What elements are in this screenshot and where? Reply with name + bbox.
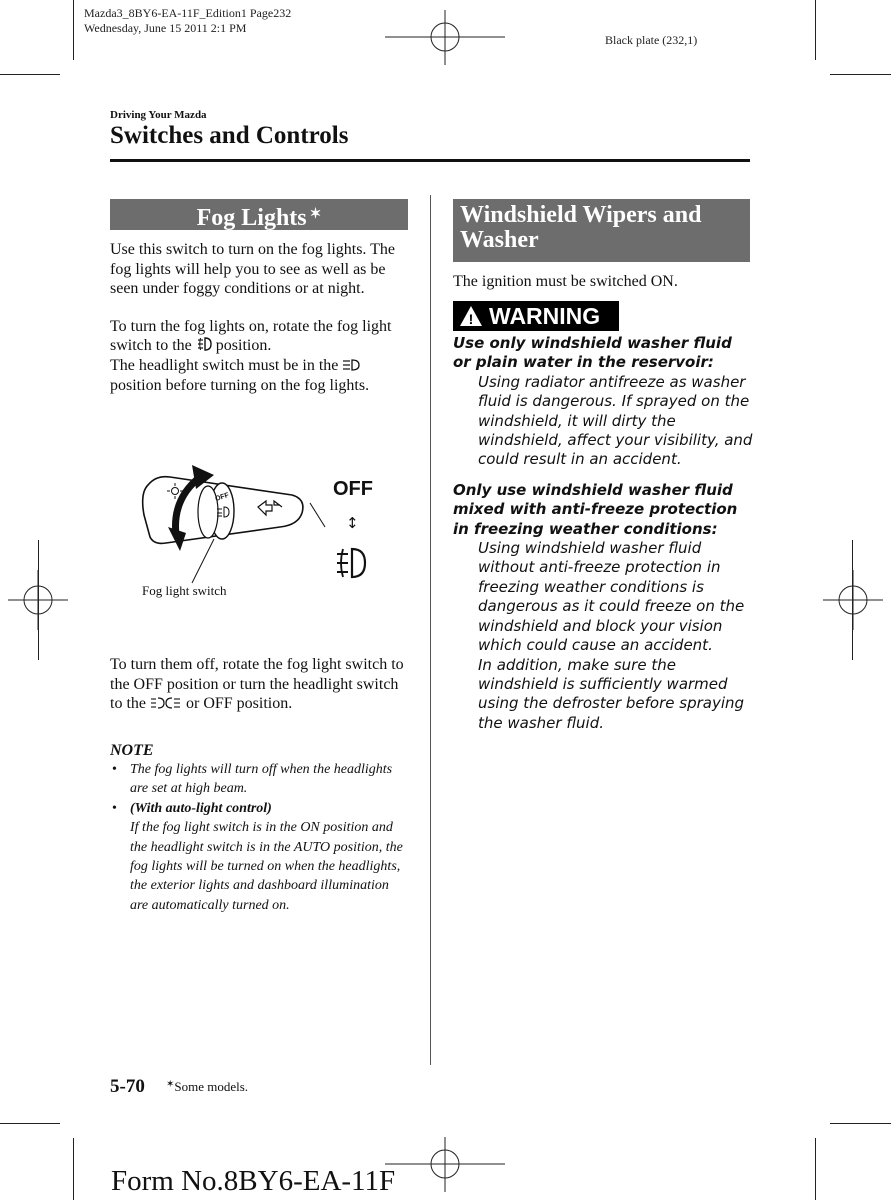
fog-para-2b: position. xyxy=(215,337,272,355)
fog-lights-title: Fog Lights xyxy=(196,205,307,231)
print-file-line: Mazda3_8BY6-EA-11F_Edition1 Page232 xyxy=(84,6,292,20)
note-bullet: • xyxy=(112,762,117,777)
warning-triangle-icon xyxy=(459,305,483,327)
registration-mark-right-icon xyxy=(823,570,883,630)
column-divider xyxy=(430,195,431,1065)
note-item xyxy=(110,760,410,799)
wipers-banner xyxy=(453,199,750,262)
fog-lights-body xyxy=(110,240,410,395)
figure-arrow: ↕ xyxy=(346,514,359,532)
footnote-text: Some models. xyxy=(174,1079,249,1094)
registration-mark-left-icon xyxy=(8,570,68,630)
note-item-1-text: The fog lights will turn off when the headlights are set at high beam. xyxy=(130,762,393,797)
fog-light-icon xyxy=(196,336,212,352)
warning-2-heading: Only use windshield washer fluid mixed with anti-freeze protection in freezing weather conditions: xyxy=(453,480,738,538)
wipers-title: Windshield Wipers and Washer xyxy=(460,202,702,253)
note-item xyxy=(110,799,410,915)
note-item-2-text: If the fog light switch is in the ON position and the headlight switch is in the AUTO position, the fog lights will be turned on when the headlights, the exterior lights and dashboard illumination are automatically turned on. xyxy=(130,820,403,913)
fog-lights-banner xyxy=(110,199,408,230)
print-plate: Black plate (232,1) xyxy=(605,33,698,47)
figure-off-label: OFF xyxy=(333,478,373,500)
svg-text:OFF: OFF xyxy=(214,491,230,503)
warning-exclamation: ! xyxy=(468,311,474,327)
fog-para-2c: The headlight switch must be in the xyxy=(110,356,339,374)
warning-2-text: Using windshield washer fluid without anti-freeze protection in freezing weather conditions is dangerous as it could freeze on the windshield and block your vision which could cause an accident. xyxy=(478,539,745,655)
footnote xyxy=(166,1079,248,1095)
warning-label: WARNING xyxy=(489,303,601,329)
fog-para-2d: position before turning on the fog lights. xyxy=(110,376,370,394)
headlight-icon xyxy=(342,358,360,372)
note-title: NOTE xyxy=(110,742,154,759)
registration-mark-top-icon xyxy=(385,10,505,65)
form-number: Form No.8BY6-EA-11F xyxy=(111,1165,396,1197)
parking-light-icon xyxy=(150,696,182,710)
note-bullet: • xyxy=(112,800,117,816)
fog-para-3 xyxy=(110,655,410,714)
fog-lights-title-mark: ✶ xyxy=(309,207,322,222)
footnote-mark: ✶ xyxy=(166,1079,175,1090)
header-rule xyxy=(110,159,750,162)
fog-para-3b: or OFF position. xyxy=(186,695,293,713)
fog-para-3a: To turn them off, rotate the fog light switch to the OFF position or turn the headlight switch to the xyxy=(110,656,404,713)
note-item-2-heading: (With auto-light control) xyxy=(130,800,272,816)
fog-para-2a: To turn the fog lights on, rotate the fog light switch to the xyxy=(110,317,392,355)
section-label: Driving Your Mazda xyxy=(110,109,207,121)
wipers-intro: The ignition must be switched ON. xyxy=(453,273,678,290)
warning-1-heading: Use only windshield washer fluid or plain water in the reservoir: xyxy=(453,334,732,372)
note-block xyxy=(110,742,410,915)
warning-content xyxy=(453,334,753,744)
page-number: 5-70 xyxy=(110,1076,145,1097)
page-title: Switches and Controls xyxy=(110,122,349,149)
warning-2-text-cont: In addition, make sure the windshield is sufficiently warmed using the defroster before spraying the washer fluid. xyxy=(478,655,745,732)
warning-1-text: Using radiator antifreeze as washer fluid is dangerous. If sprayed on the windshield, it will dirty the windshield, affect your visibility, and could result in an accident. xyxy=(478,372,753,469)
figure-fog-light-icon xyxy=(335,546,367,580)
fog-para-1: Use this switch to turn on the fog lights. The fog lights will help you to see as well as be seen under foggy conditions or at night. xyxy=(110,241,396,298)
print-date-line: Wednesday, June 15 2011 2:1 PM xyxy=(84,21,247,35)
figure-switch-label: Fog light switch xyxy=(142,583,227,598)
warning-badge xyxy=(453,301,619,331)
registration-mark-bottom-icon xyxy=(385,1137,505,1192)
